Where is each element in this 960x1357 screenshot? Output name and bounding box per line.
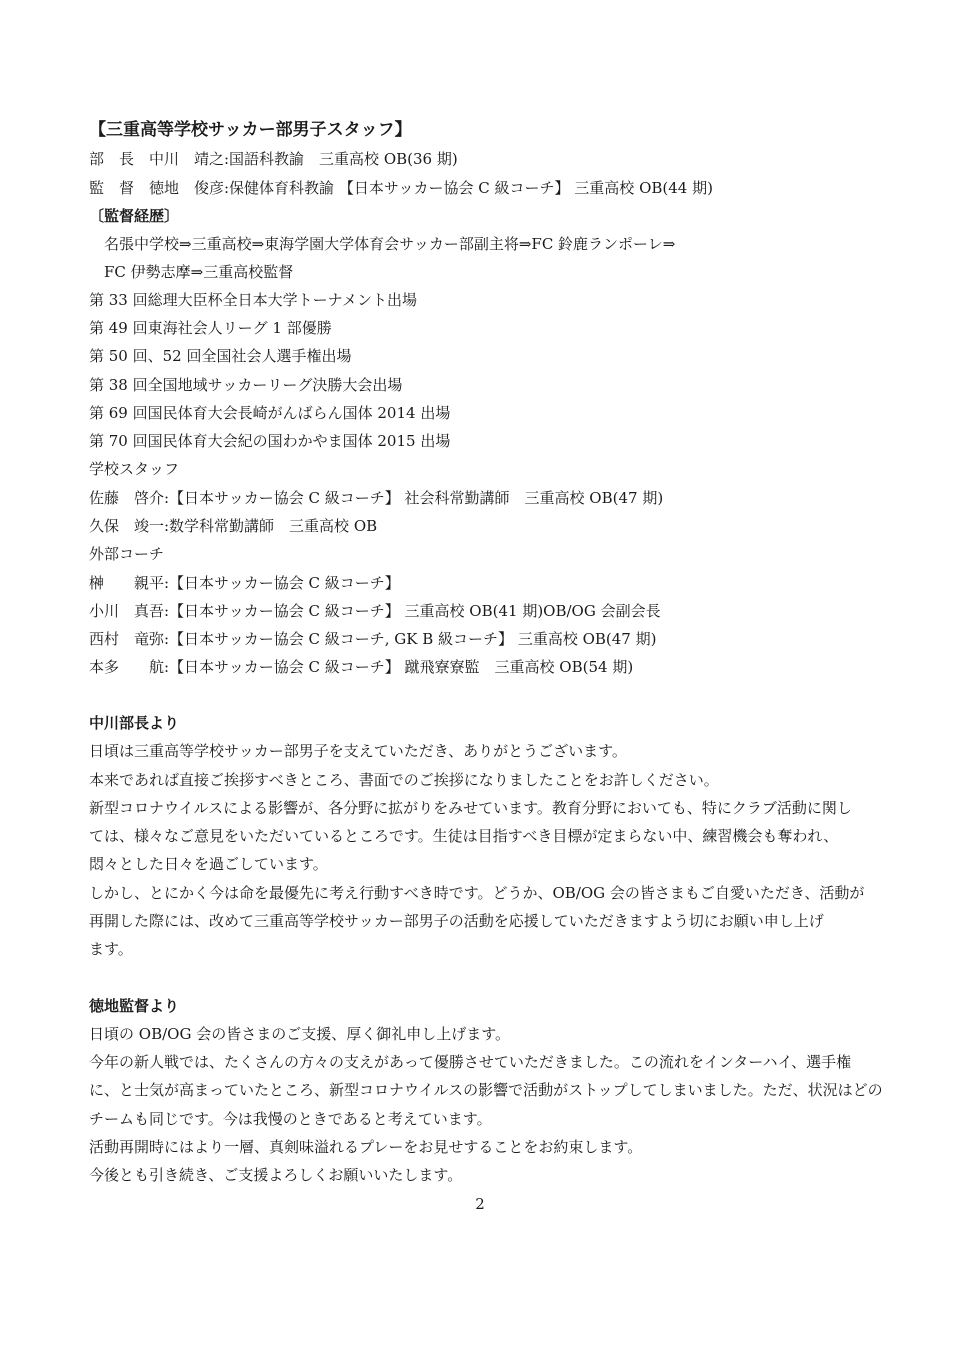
school-staff-line: 久保 竣一:数学科常勤講師 三重高校 OB [89,517,378,535]
coach-line: 西村 竜弥:【日本サッカー協会 C 級コーチ, GK B 級コーチ】 三重高校 OB(47 期) [89,630,657,648]
tokuchi-line: に、と士気が高まっていたところ、新型コロナウイルスの影響で活動がストップしてしまいました。ただ、状況はどの [89,1081,883,1099]
record-line: 第 33 回総理大臣杯全日本大学トーナメント出場 [89,291,418,309]
page-number: 2 [475,1195,485,1213]
nakagawa-line: 日頃は三重高等学校サッカー部男子を支えていただき、ありがとうございます。 [89,742,627,760]
nakagawa-line: しかし、とにかく今は命を最優先に考え行動すべき時です。どうか、OB/OG 会の皆さまもご自愛いただき、活動が [89,884,865,902]
record-line: 第 69 回国民体育大会長崎がんばらん国体 2014 出場 [89,404,451,422]
tokuchi-line: 今年の新人戦では、たくさんの方々の支えがあって優勝させていただきました。この流れをインターハイ、選手権 [89,1053,852,1071]
nakagawa-line: 再開した際には、改めて三重高等学校サッカー部男子の活動を応援していただきますよう切にお願い申し上げ [89,912,824,930]
school-staff-line: 佐藤 啓介:【日本サッカー協会 C 級コーチ】 社会科常勤講師 三重高校 OB(47 期) [89,489,664,507]
coach-heading: 外部コーチ [89,545,165,563]
record-line: 第 49 回東海社会人リーグ 1 部優勝 [89,319,332,337]
staff-title: 【三重高等学校サッカー部男子スタッフ】 [89,120,412,140]
career-line: 名張中学校⇒三重高校⇒東海学園大学体育会サッカー部副主将⇒FC 鈴鹿ランポーレ⇒ [104,235,676,253]
nakagawa-line: 新型コロナウイルスによる影響が、各分野に拡がりをみせています。教育分野においても、特にクラブ活動に関し [89,799,852,817]
tokuchi-line: 今後とも引き続き、ご支援よろしくお願いいたします。 [89,1166,463,1184]
tokuchi-heading: 徳地監督より [89,997,180,1015]
school-staff-heading: 学校スタッフ [89,460,180,478]
nakagawa-line: ては、様々なご意見をいただいているところです。生徒は目指すべき目標が定まらない中、練習機会も奪われ、 [89,827,839,845]
nakagawa-heading: 中川部長より [89,714,180,732]
coach-line: 本多 航:【日本サッカー協会 C 級コーチ】 蹴飛寮寮監 三重高校 OB(54 期) [89,658,634,676]
record-line: 第 70 回国民体育大会紀の国わかやま国体 2015 出場 [89,432,451,450]
tokuchi-line: 活動再開時にはより一層、真剣味溢れるプレーをお見せすることをお約束します。 [89,1138,643,1156]
staff-kantoku: 監 督 徳地 俊彦:保健体育科教諭 【日本サッカー協会 C 級コーチ】 三重高校 OB(44 期) [89,179,713,197]
nakagawa-line: ます。 [89,940,133,958]
career-heading: 〔監督経歴〕 [89,207,180,225]
tokuchi-line: 日頃の OB/OG 会の皆さまのご支援、厚く御礼申し上げます。 [89,1025,510,1043]
nakagawa-line: 悶々とした日々を過ごしています。 [89,855,328,873]
coach-line: 榊 親平:【日本サッカー協会 C 級コーチ】 [89,574,400,592]
career-line: FC 伊勢志摩⇒三重高校監督 [104,263,294,281]
staff-bucho: 部 長 中川 靖之:国語科教諭 三重高校 OB(36 期) [89,150,458,168]
record-line: 第 38 回全国地域サッカーリーグ決勝大会出場 [89,376,403,394]
nakagawa-line: 本来であれば直接ご挨拶すべきところ、書面でのご挨拶になりましたことをお許しください。 [89,771,719,789]
coach-line: 小川 真吾:【日本サッカー協会 C 級コーチ】 三重高校 OB(41 期)OB/OG 会副会長 [89,602,661,620]
record-line: 第 50 回、52 回全国社会人選手権出場 [89,347,352,365]
tokuchi-line: チームも同じです。今は我慢のときであると考えています。 [89,1110,492,1128]
